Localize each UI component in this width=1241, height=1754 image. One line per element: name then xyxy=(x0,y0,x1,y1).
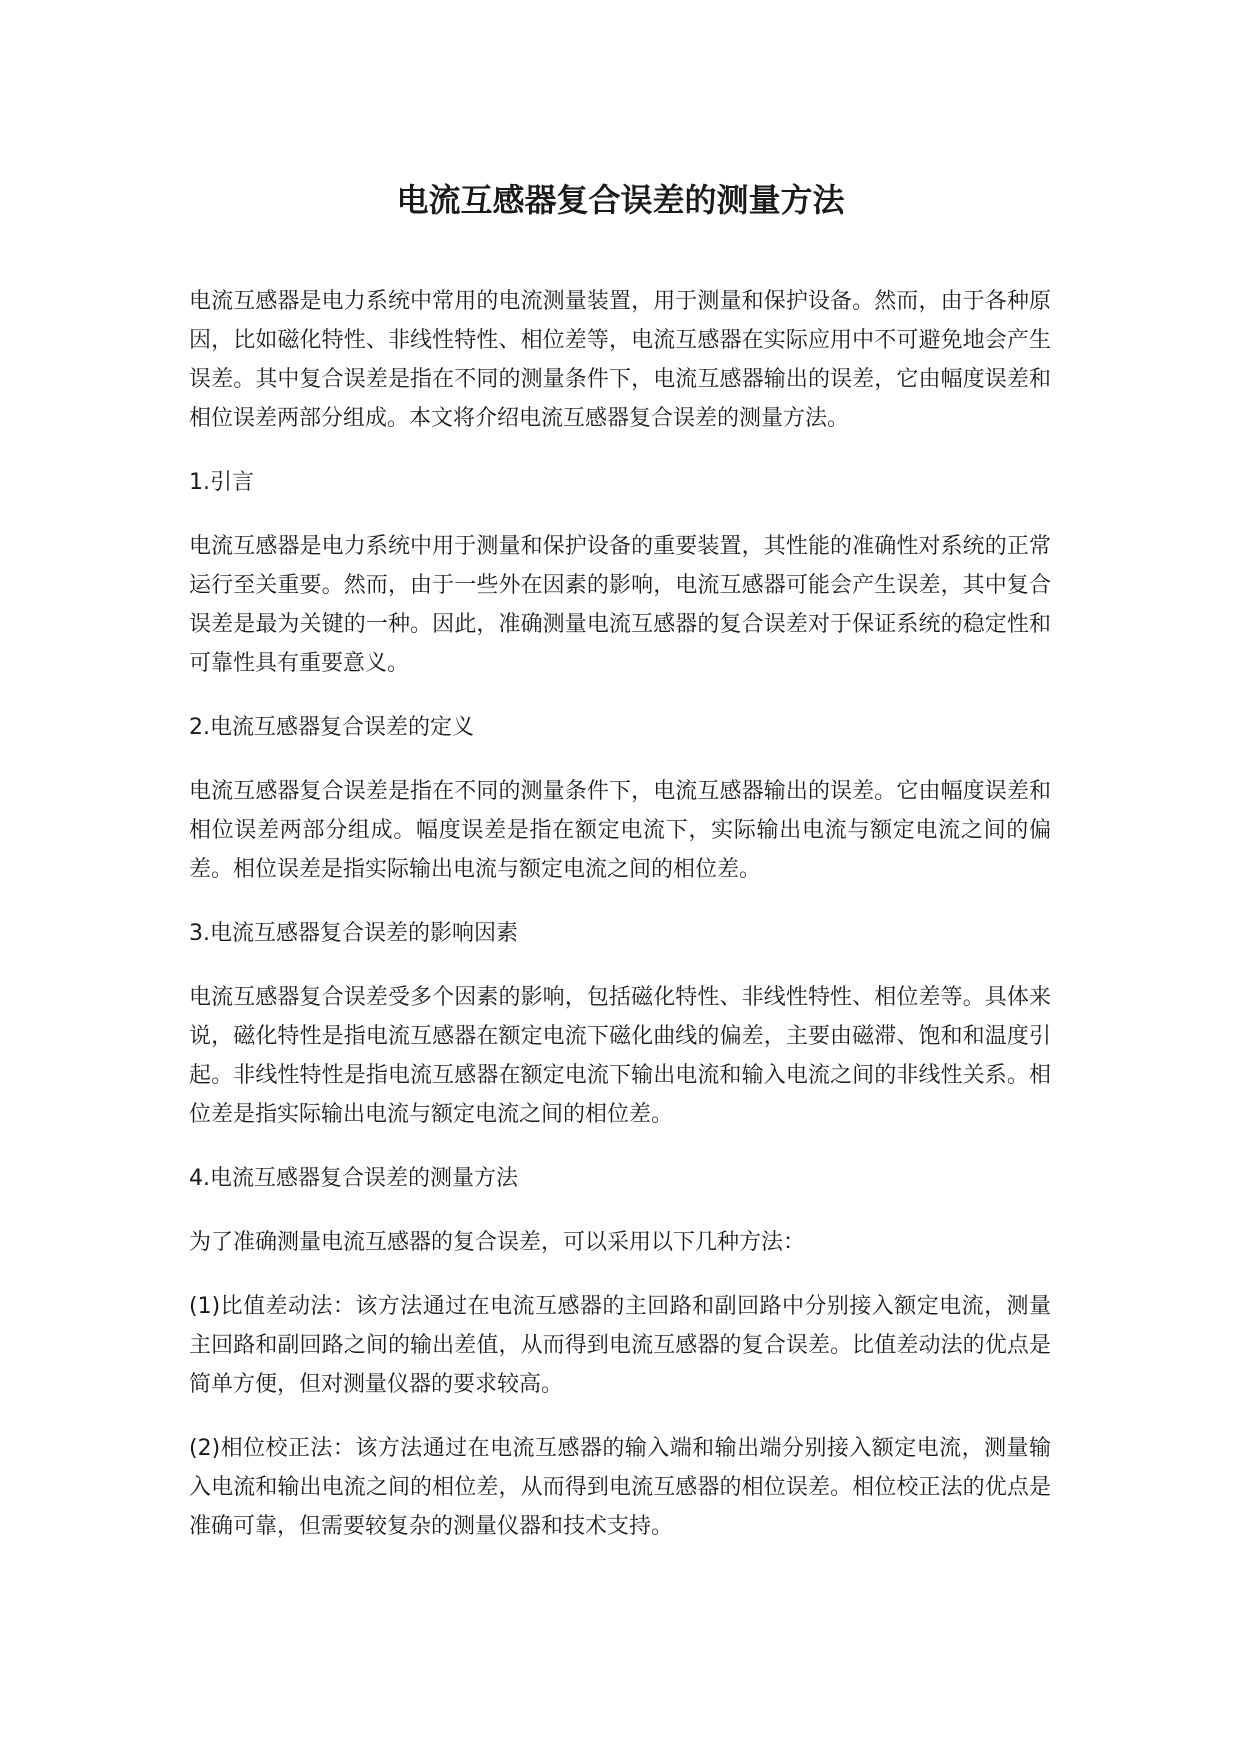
section-heading-methods: 4.电流互感器复合误差的测量方法 xyxy=(189,1166,518,1191)
method-phase-correction-paragraph: (2)相位校正法：该方法通过在电流互感器的输入端和输出端分别接入额定电流，测量输入电流和输出电流之间的相位差，从而得到电流互感器的相位误差。相位校正法的优点是准确可靠，但需要较复杂的测量仪器和技术支持。 xyxy=(189,1436,1051,1539)
definition-paragraph: 电流互感器复合误差是指在不同的测量条件下，电流互感器输出的误差。它由幅度误差和相位误差两部分组成。幅度误差是指在额定电流下，实际输出电流与额定电流之间的偏差。相位误差是指实际输出电流与额定电流之间的相位差。 xyxy=(189,779,1051,882)
document-title: 电流互感器复合误差的测量方法 xyxy=(396,181,845,219)
section-heading-factors: 3.电流互感器复合误差的影响因素 xyxy=(189,921,518,946)
intro-paragraph: 电流互感器是电力系统中常用的电流测量装置，用于测量和保护设备。然而，由于各种原因，比如磁化特性、非线性特性、相位差等，电流互感器在实际应用中不可避免地会产生误差。其中复合误差是指在不同的测量条件下，电流互感器输出的误差，它由幅度误差和相位误差两部分组成。本文将介绍电流互感器复合误差的测量方法。 xyxy=(189,289,1051,431)
document-body xyxy=(189,282,1051,1571)
introduction-paragraph: 电流互感器是电力系统中用于测量和保护设备的重要装置，其性能的准确性对系统的正常运行至关重要。然而，由于一些外在因素的影响，电流互感器可能会产生误差，其中复合误差是最为关键的一种。因此，准确测量电流互感器的复合误差对于保证系统的稳定性和可靠性具有重要意义。 xyxy=(189,534,1051,676)
method-ratio-differential-paragraph: (1)比值差动法：该方法通过在电流互感器的主回路和副回路中分别接入额定电流，测量主回路和副回路之间的输出差值，从而得到电流互感器的复合误差。比值差动法的优点是简单方便，但对测量仪器的要求较高。 xyxy=(189,1294,1051,1397)
methods-intro-paragraph: 为了准确测量电流互感器的复合误差，可以采用以下几种方法： xyxy=(189,1230,806,1255)
factors-paragraph: 电流互感器复合误差受多个因素的影响，包括磁化特性、非线性特性、相位差等。具体来说，磁化特性是指电流互感器在额定电流下磁化曲线的偏差，主要由磁滞、饱和和温度引起。非线性特性是指电流互感器在额定电流下输出电流和输入电流之间的非线性关系。相位差是指实际输出电流与额定电流之间的相位差。 xyxy=(189,985,1051,1127)
section-heading-definition: 2.电流互感器复合误差的定义 xyxy=(189,715,474,740)
section-heading-introduction: 1.引言 xyxy=(189,470,254,495)
